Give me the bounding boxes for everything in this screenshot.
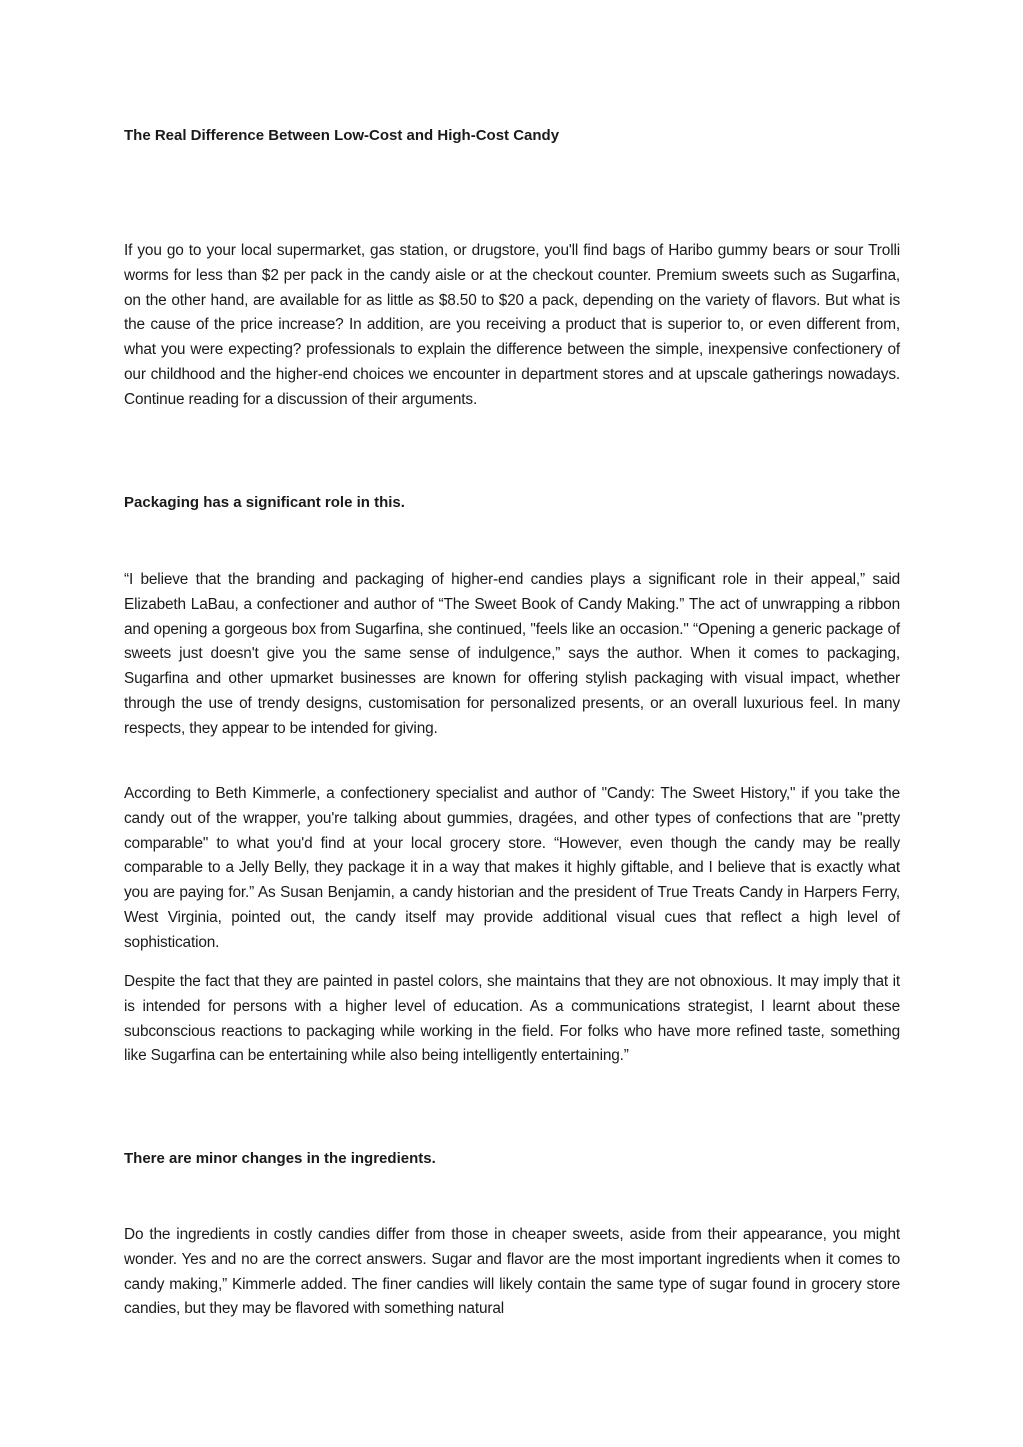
- ingredients-paragraph-1: Do the ingredients in costly candies differ from those in cheaper sweets, aside from their appearance, you might wonder. Yes and no are the correct answers. Sugar and flavor are the most important ingredients when it comes to candy making,” Kimmerle added. The finer candies will likely contain the same type of sugar found in grocery store candies, but they may be flavored with something natural: [124, 1226, 900, 1318]
- packaging-paragraph-1: “I believe that the branding and packaging of higher-end candies plays a significant role in their appeal,” said Elizabeth LaBau, a confectioner and author of “The Sweet Book of Candy Making.” The act of unwrapping a ribbon and opening a gorgeous box from Sugarfina, she continued, "feels like an occasion." “Opening a generic package of sweets just doesn't give you the same sense of indulgence,” says the author. When it comes to packaging, Sugarfina and other upmarket businesses are known for offering stylish packaging with visual impact, whether through the use of trendy designs, customisation for personalized presents, or an overall luxurious feel. In many respects, they appear to be intended for giving.: [124, 571, 900, 737]
- intro-paragraph: If you go to your local supermarket, gas station, or drugstore, you'll find bags of Haribo gummy bears or sour Trolli worms for less than $2 per pack in the candy aisle or at the checkout counter. Premium sweets such as Sugarfina, on the other hand, are available for as little as $8.50 to $20 a pack, depending on the variety of flavors. But what is the cause of the price increase? In addition, are you receiving a product that is superior to, or even different from, what you were expecting? professionals to explain the difference between the simple, inexpensive confectionery of our childhood and the higher-end choices we encounter in department stores and at upscale gatherings nowadays. Continue reading for a discussion of their arguments.: [124, 242, 900, 408]
- section-heading-packaging: Packaging has a significant role in this.: [124, 494, 405, 511]
- section-heading-ingredients: There are minor changes in the ingredients.: [124, 1150, 436, 1167]
- packaging-paragraph-2: According to Beth Kimmerle, a confectionery specialist and author of "Candy: The Sweet History," if you take the candy out of the wrapper, you're talking about gummies, dragées, and other types of confections that are "pretty comparable" to what you'd find at your local grocery store. “However, even though the candy may be really comparable to a Jelly Belly, they package it in a way that makes it highly giftable, and I believe that is exactly what you are paying for.” As Susan Benjamin, a candy historian and the president of True Treats Candy in Harpers Ferry, West Virginia, pointed out, the candy itself may provide additional visual cues that reflect a high level of sophistication.: [124, 785, 900, 951]
- document-title: The Real Difference Between Low-Cost and High-Cost Candy: [124, 127, 560, 144]
- packaging-paragraph-3: Despite the fact that they are painted in pastel colors, she maintains that they are not obnoxious. It may imply that it is intended for persons with a higher level of education. As a communications strategist, I learnt about these subconscious reactions to packaging while working in the field. For folks who have more refined taste, something like Sugarfina can be entertaining while also being intelligently entertaining.”: [124, 973, 900, 1065]
